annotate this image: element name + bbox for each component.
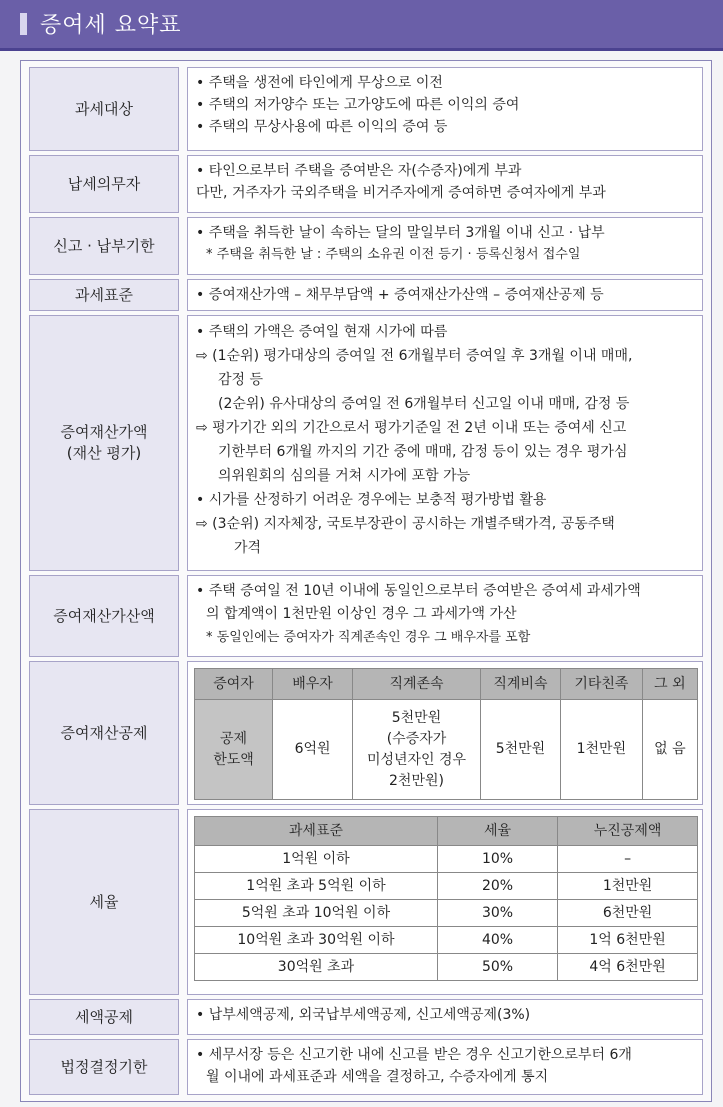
table-cell: 5천만원 (480, 700, 560, 800)
row-taxation-target (29, 67, 703, 151)
table-cell: 5억원 초과 10억원 이하 (195, 900, 438, 927)
table-cell: 20% (437, 873, 557, 900)
table-cell: 10% (437, 846, 557, 873)
row-content (187, 575, 703, 657)
content-line: 기한부터 6개월 까지의 기간 중에 매매, 감정 등이 있는 경우 평가심 (218, 444, 628, 460)
row-content (187, 217, 703, 275)
content-line: ⇨ (1순위) 평가대상의 증여일 전 6개월부터 증여일 후 3개월 이내 매매, (196, 348, 633, 364)
header-cell: 직계존속 (353, 669, 481, 700)
row-content (187, 999, 703, 1035)
table-cell (353, 700, 481, 800)
table-cell: 40% (437, 927, 557, 954)
row-tax-rate (29, 809, 703, 995)
header-cell: 세율 (437, 817, 557, 846)
label-line: 증여재산가액 (60, 423, 148, 441)
row-tax-credit (29, 999, 703, 1035)
table-header-row (195, 669, 698, 700)
row-label: 증여재산가산액 (29, 575, 179, 657)
cell-line: 미성년자인 경우 (366, 751, 467, 768)
row-header-cell (195, 700, 273, 800)
content-note: * 동일인에는 증여자가 직계존속인 경우 그 배우자를 포함 (206, 630, 531, 645)
row-label: 법정결정기한 (29, 1039, 179, 1095)
table-cell: 30억원 초과 (195, 954, 438, 981)
table-cell: 6억원 (273, 700, 353, 800)
table-row (195, 846, 698, 873)
row-label: 증여재산공제 (29, 661, 179, 805)
content-line: 의위원회의 심의를 거쳐 시가에 포함 가능 (218, 468, 471, 484)
content-line: 월 이내에 과세표준과 세액을 결정하고, 수증자에게 통지 (206, 1069, 549, 1085)
content-line: (2순위) 유사대상의 증여일 전 6개월부터 신고일 이내 매매, 감정 등 (218, 396, 630, 412)
table-cell: 50% (437, 954, 557, 981)
row-label: 신고 · 납부기한 (29, 217, 179, 275)
row-gift-deduction (29, 661, 703, 805)
tax-rate-table (194, 816, 698, 981)
table-cell: 10억원 초과 30억원 이하 (195, 927, 438, 954)
table-cell: 30% (437, 900, 557, 927)
page-header (0, 0, 723, 51)
table-row (195, 927, 698, 954)
row-taxpayer (29, 155, 703, 213)
cell-line: 5천만원 (391, 709, 442, 726)
content-line: 가격 (234, 540, 262, 556)
table-cell: 1억원 초과 5억원 이하 (195, 873, 438, 900)
row-content (187, 67, 703, 151)
header-accent-bar (20, 13, 27, 35)
row-label: 과세대상 (29, 67, 179, 151)
content-line: • 주택의 가액은 증여일 현재 시가에 따름 (196, 324, 448, 340)
row-filing-deadline (29, 217, 703, 275)
deduction-table (194, 668, 698, 800)
content-line: 다만, 거주자가 국외주택을 비거주자에게 증여하면 증여자에게 부과 (196, 185, 606, 201)
row-label: 납세의무자 (29, 155, 179, 213)
row-content (187, 661, 703, 805)
content-line: • 주택을 취득한 날이 속하는 달의 말일부터 3개월 이내 신고 · 납부 (196, 225, 605, 241)
content-line: • 주택을 생전에 타인에게 무상으로 이전 (196, 75, 443, 91)
label-line: (재산 평가) (66, 444, 142, 462)
table-cell: 1천만원 (558, 873, 698, 900)
content-line: 감정 등 (218, 372, 264, 388)
content-line: • 증여재산가액 – 채무부담액 + 증여재산가산액 – 증여재산공제 등 (196, 287, 604, 303)
header-cell: 증여자 (195, 669, 273, 700)
summary-table (20, 60, 712, 1102)
row-gift-addition (29, 575, 703, 657)
table-cell: 1억원 이하 (195, 846, 438, 873)
header-cell: 직계비속 (480, 669, 560, 700)
header-cell: 누진공제액 (558, 817, 698, 846)
row-tax-base (29, 279, 703, 311)
content-line: • 납부세액공제, 외국납부세액공제, 신고세액공제(3%) (196, 1007, 531, 1023)
cell-line: (수증자가 (386, 730, 447, 747)
cell-line: 공제 (220, 730, 248, 747)
row-label (29, 315, 179, 571)
content-line: • 주택의 저가양수 또는 고가양도에 따른 이익의 증여 (196, 97, 520, 113)
table-cell: – (558, 846, 698, 873)
content-line: • 주택 증여일 전 10년 이내에 동일인으로부터 증여받은 증여세 과세가액 (196, 583, 641, 599)
header-cell: 배우자 (273, 669, 353, 700)
content-line: • 시가를 산정하기 어려운 경우에는 보충적 평가방법 활용 (196, 492, 547, 508)
content-line: 의 합계액이 1천만원 이상인 경우 그 과세가액 가산 (206, 606, 517, 622)
table-cell: 1억 6천만원 (558, 927, 698, 954)
row-content (187, 155, 703, 213)
row-label: 과세표준 (29, 279, 179, 311)
row-content (187, 1039, 703, 1095)
row-content (187, 315, 703, 571)
header-cell: 기타친족 (560, 669, 642, 700)
content-line: • 타인으로부터 주택을 증여받은 자(수증자)에게 부과 (196, 163, 522, 179)
row-gift-value (29, 315, 703, 571)
cell-line: 한도액 (213, 751, 254, 768)
content-line: • 주택의 무상사용에 따른 이익의 증여 등 (196, 119, 448, 135)
table-row (195, 873, 698, 900)
cell-line: 2천만원) (389, 772, 444, 789)
row-label: 세율 (29, 809, 179, 995)
row-label: 세액공제 (29, 999, 179, 1035)
content-line: • 세무서장 등은 신고기한 내에 신고를 받은 경우 신고기한으로부터 6개 (196, 1047, 632, 1063)
table-row (195, 700, 698, 800)
table-row (195, 954, 698, 981)
row-content (187, 809, 703, 995)
content-note: * 주택을 취득한 날 : 주택의 소유권 이전 등기 · 등록신청서 접수일 (206, 247, 581, 262)
table-cell: 6천만원 (558, 900, 698, 927)
table-row (195, 900, 698, 927)
header-cell: 과세표준 (195, 817, 438, 846)
content-line: ⇨ 평가기간 외의 기간으로서 평가기준일 전 2년 이내 또는 증여세 신고 (196, 420, 627, 436)
row-content (187, 279, 703, 311)
table-cell: 4억 6천만원 (558, 954, 698, 981)
content-line: ⇨ (3순위) 지자체장, 국토부장관이 공시하는 개별주택가격, 공동주택 (196, 516, 615, 532)
table-cell: 1천만원 (560, 700, 642, 800)
page-title: 증여세 요약표 (40, 13, 182, 38)
row-legal-deadline (29, 1039, 703, 1095)
table-header-row (195, 817, 698, 846)
header-cell: 그 외 (642, 669, 697, 700)
table-cell: 없 음 (642, 700, 697, 800)
